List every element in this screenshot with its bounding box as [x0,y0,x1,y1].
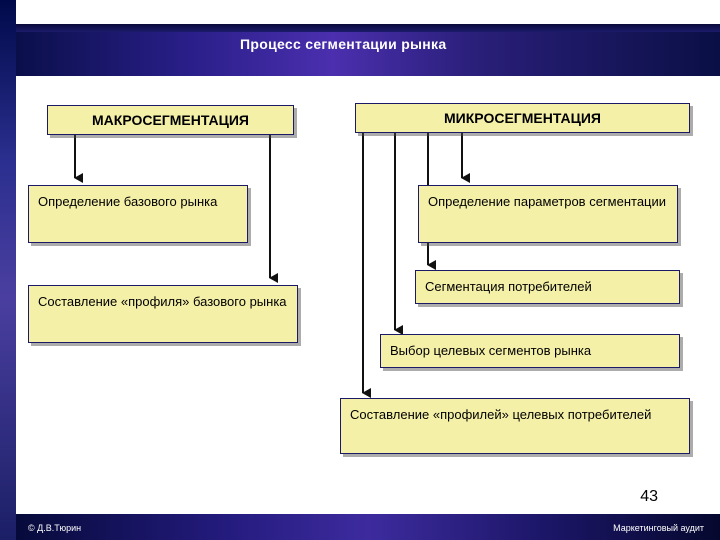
micro-step-4-label: Составление «профилей» целевых потребителей [350,407,652,422]
micro-step-1-box [418,185,678,243]
macro-header-label: МАКРОСЕГМЕНТАЦИЯ [92,111,249,128]
micro-step-2-box [415,270,680,304]
micro-header-label: МИКРОСЕГМЕНТАЦИЯ [444,109,601,126]
micro-header-box [355,103,690,133]
decorative-left-bar [0,0,16,540]
macro-step-2-label: Составление «профиля» базового рынка [38,294,287,309]
micro-step-3-box [380,334,680,368]
macro-header-box [47,105,294,135]
macro-step-1-box [28,185,248,243]
micro-step-1-label: Определение параметров сегментации [428,194,667,209]
footer-subject: Маркетинговый аудит [613,523,704,533]
macro-step-2-box [28,285,298,343]
page-title: Процесс сегментации рынка [240,36,447,52]
decorative-left-bar-gradient [0,0,16,540]
footer-author: © Д.В.Тюрин [28,523,82,533]
micro-step-3-label: Выбор целевых сегментов рынка [390,343,592,358]
page-number: 43 [640,488,658,505]
macro-step-1-label: Определение базового рынка [38,194,218,209]
micro-step-4-box [340,398,690,454]
title-banner-accent [16,24,720,32]
micro-step-2-label: Сегментация потребителей [425,279,592,294]
